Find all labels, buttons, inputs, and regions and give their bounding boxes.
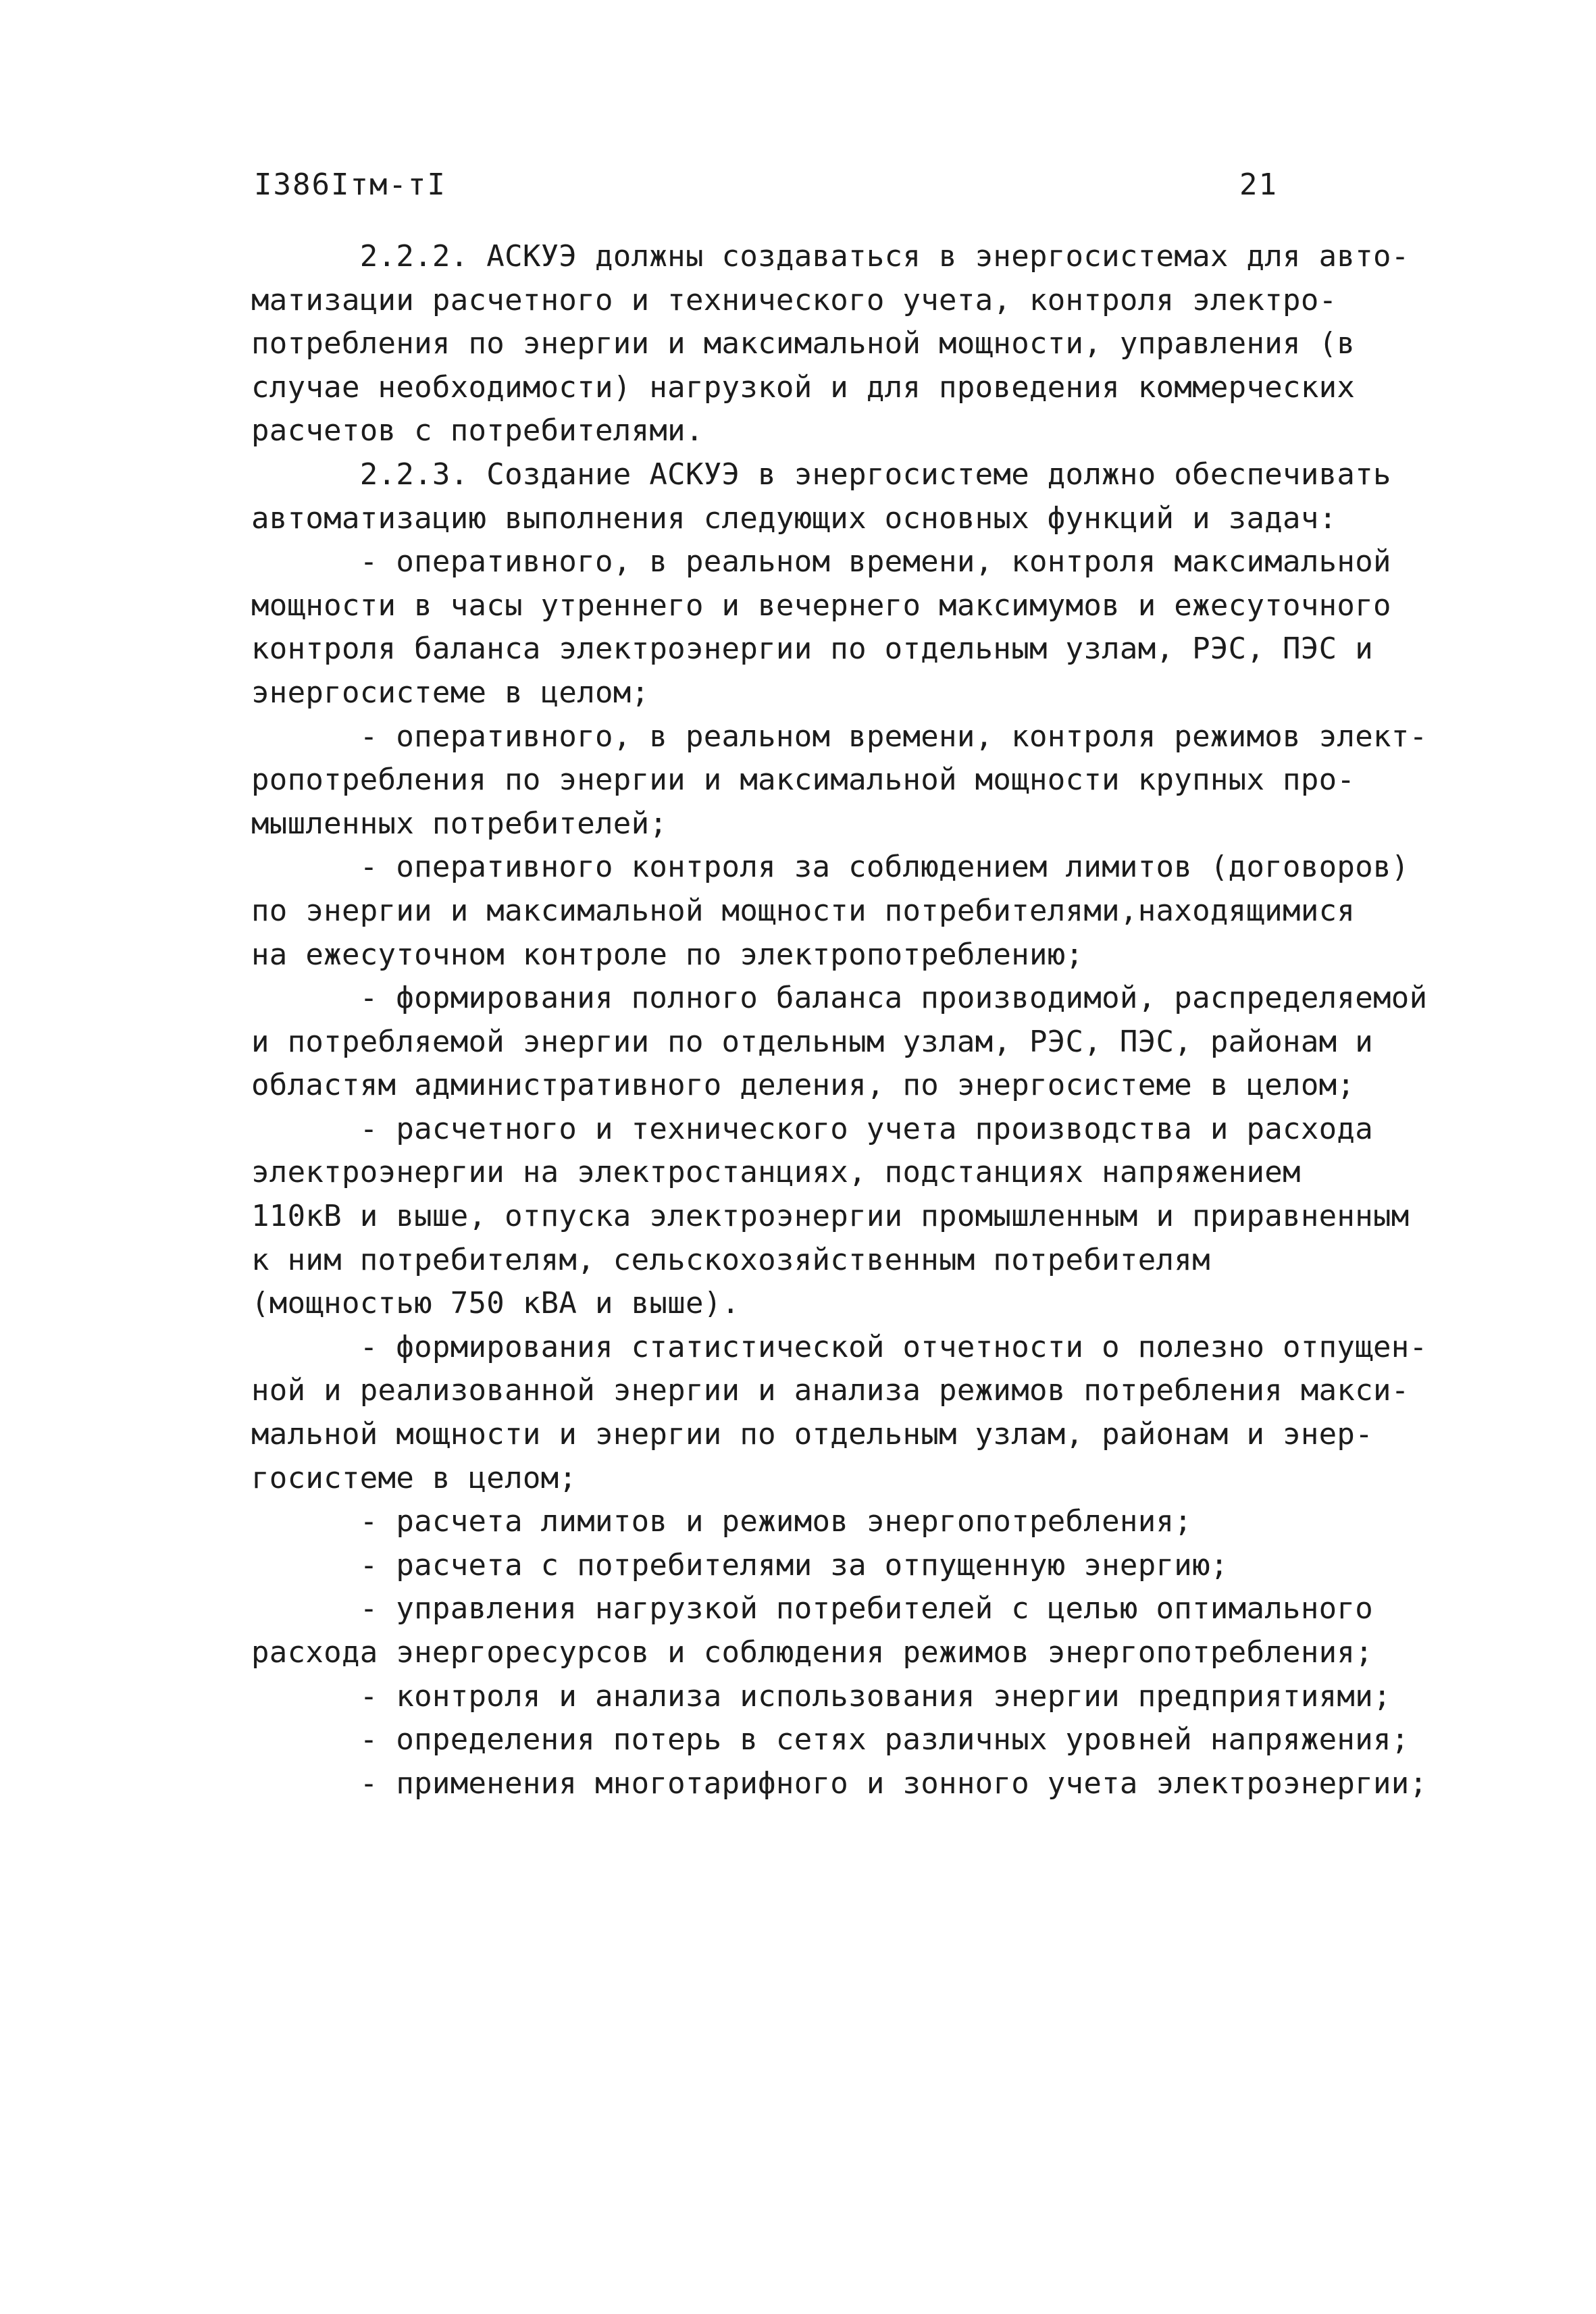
task-item bbox=[251, 977, 1428, 1108]
text-line: (мощностью 750 кВА и выше). bbox=[251, 1286, 740, 1321]
text-line: 110кВ и выше, отпуска электроэнергии промышленным и приравненным bbox=[251, 1199, 1410, 1234]
text-line: - управления нагрузкой потребителей с целью оптимального bbox=[251, 1591, 1373, 1626]
task-item bbox=[251, 1675, 1413, 1719]
text-line: ной и реализованной энергии и анализа режимов потребления макси- bbox=[251, 1373, 1410, 1408]
text-line: 2.2.2. АСКУЭ должны создаваться в энергосистемах для авто- bbox=[251, 239, 1410, 274]
document-body bbox=[251, 235, 1428, 1805]
text-line: - оперативного, в реальном времени, контроля режимов элект- bbox=[251, 719, 1428, 754]
text-line: - оперативного, в реальном времени, контроля максимальной bbox=[251, 544, 1391, 580]
text-line: мощности в часы утреннего и вечернего максимумов и ежесуточного bbox=[251, 588, 1391, 623]
task-item bbox=[251, 1326, 1428, 1500]
text-line: энергосистеме в целом; bbox=[251, 675, 650, 710]
text-line: областям административного деления, по энергосистеме в целом; bbox=[251, 1068, 1356, 1103]
text-line: расхода энергоресурсов и соблюдения режимов энергопотребления; bbox=[251, 1635, 1373, 1670]
text-line: потребления по энергии и максимальной мощности, управления (в bbox=[251, 326, 1356, 361]
text-line: - формирования полного баланса производимой, распределяемой bbox=[251, 981, 1428, 1016]
task-item bbox=[251, 1544, 1413, 1588]
text-line: автоматизацию выполнения следующих основных функций и задач: bbox=[251, 500, 1337, 536]
text-line: электроэнергии на электростанциях, подстанциях напряжением bbox=[251, 1155, 1301, 1190]
task-item bbox=[251, 540, 1413, 715]
task-item bbox=[251, 715, 1428, 846]
text-line: случае необходимости) нагрузкой и для проведения коммерческих bbox=[251, 369, 1356, 405]
text-line: к ним потребителям, сельскохозяйственным потребителям bbox=[251, 1242, 1210, 1277]
text-line: - формирования статистической отчетности о полезно отпущен- bbox=[251, 1329, 1428, 1364]
text-line: по энергии и максимальной мощности потребителями,находящимися bbox=[251, 893, 1356, 928]
text-line: - расчета лимитов и режимов энергопотребления; bbox=[251, 1504, 1193, 1539]
text-line: - оперативного контроля за соблюдением лимитов (договоров) bbox=[251, 850, 1410, 885]
text-line: госистеме в целом; bbox=[251, 1460, 577, 1495]
task-item bbox=[251, 1500, 1413, 1544]
text-line: ропотребления по энергии и максимальной мощности крупных про- bbox=[251, 763, 1356, 798]
text-line: контроля баланса электроэнергии по отдельным узлам, РЭС, ПЭС и bbox=[251, 632, 1373, 667]
task-item bbox=[251, 1718, 1413, 1762]
task-item bbox=[251, 1762, 1428, 1806]
text-line: - определения потерь в сетях различных уровней напряжения; bbox=[251, 1722, 1410, 1757]
task-item bbox=[251, 1108, 1413, 1326]
task-item bbox=[251, 1587, 1413, 1674]
text-line: - расчетного и технического учета производства и расхода bbox=[251, 1111, 1373, 1146]
page-number: 21 bbox=[1239, 168, 1278, 202]
text-line: - расчета с потребителями за отпущенную энергию; bbox=[251, 1547, 1229, 1583]
text-line: 2.2.3. Создание АСКУЭ в энергосистеме должно обеспечивать bbox=[251, 457, 1391, 492]
text-line: - контроля и анализа использования энергии предприятиями; bbox=[251, 1678, 1391, 1714]
text-line: мышленных потребителей; bbox=[251, 806, 668, 841]
text-line: и потребляемой энергии по отдельным узлам, РЭС, ПЭС, районам и bbox=[251, 1024, 1373, 1059]
text-line: расчетов с потребителями. bbox=[251, 413, 704, 448]
document-code: I386Iтм-тI bbox=[254, 168, 446, 202]
text-line: - применения многотарифного и зонного учета электроэнергии; bbox=[251, 1766, 1428, 1801]
text-line: матизации расчетного и технического учета, контроля электро- bbox=[251, 282, 1337, 317]
task-item bbox=[251, 846, 1413, 977]
paragraph-2-2-2 bbox=[251, 235, 1413, 453]
paragraph-2-2-3 bbox=[251, 453, 1413, 540]
text-line: на ежесуточном контроле по электропотреблению; bbox=[251, 937, 1084, 972]
text-line: мальной мощности и энергии по отдельным узлам, районам и энер- bbox=[251, 1417, 1373, 1452]
